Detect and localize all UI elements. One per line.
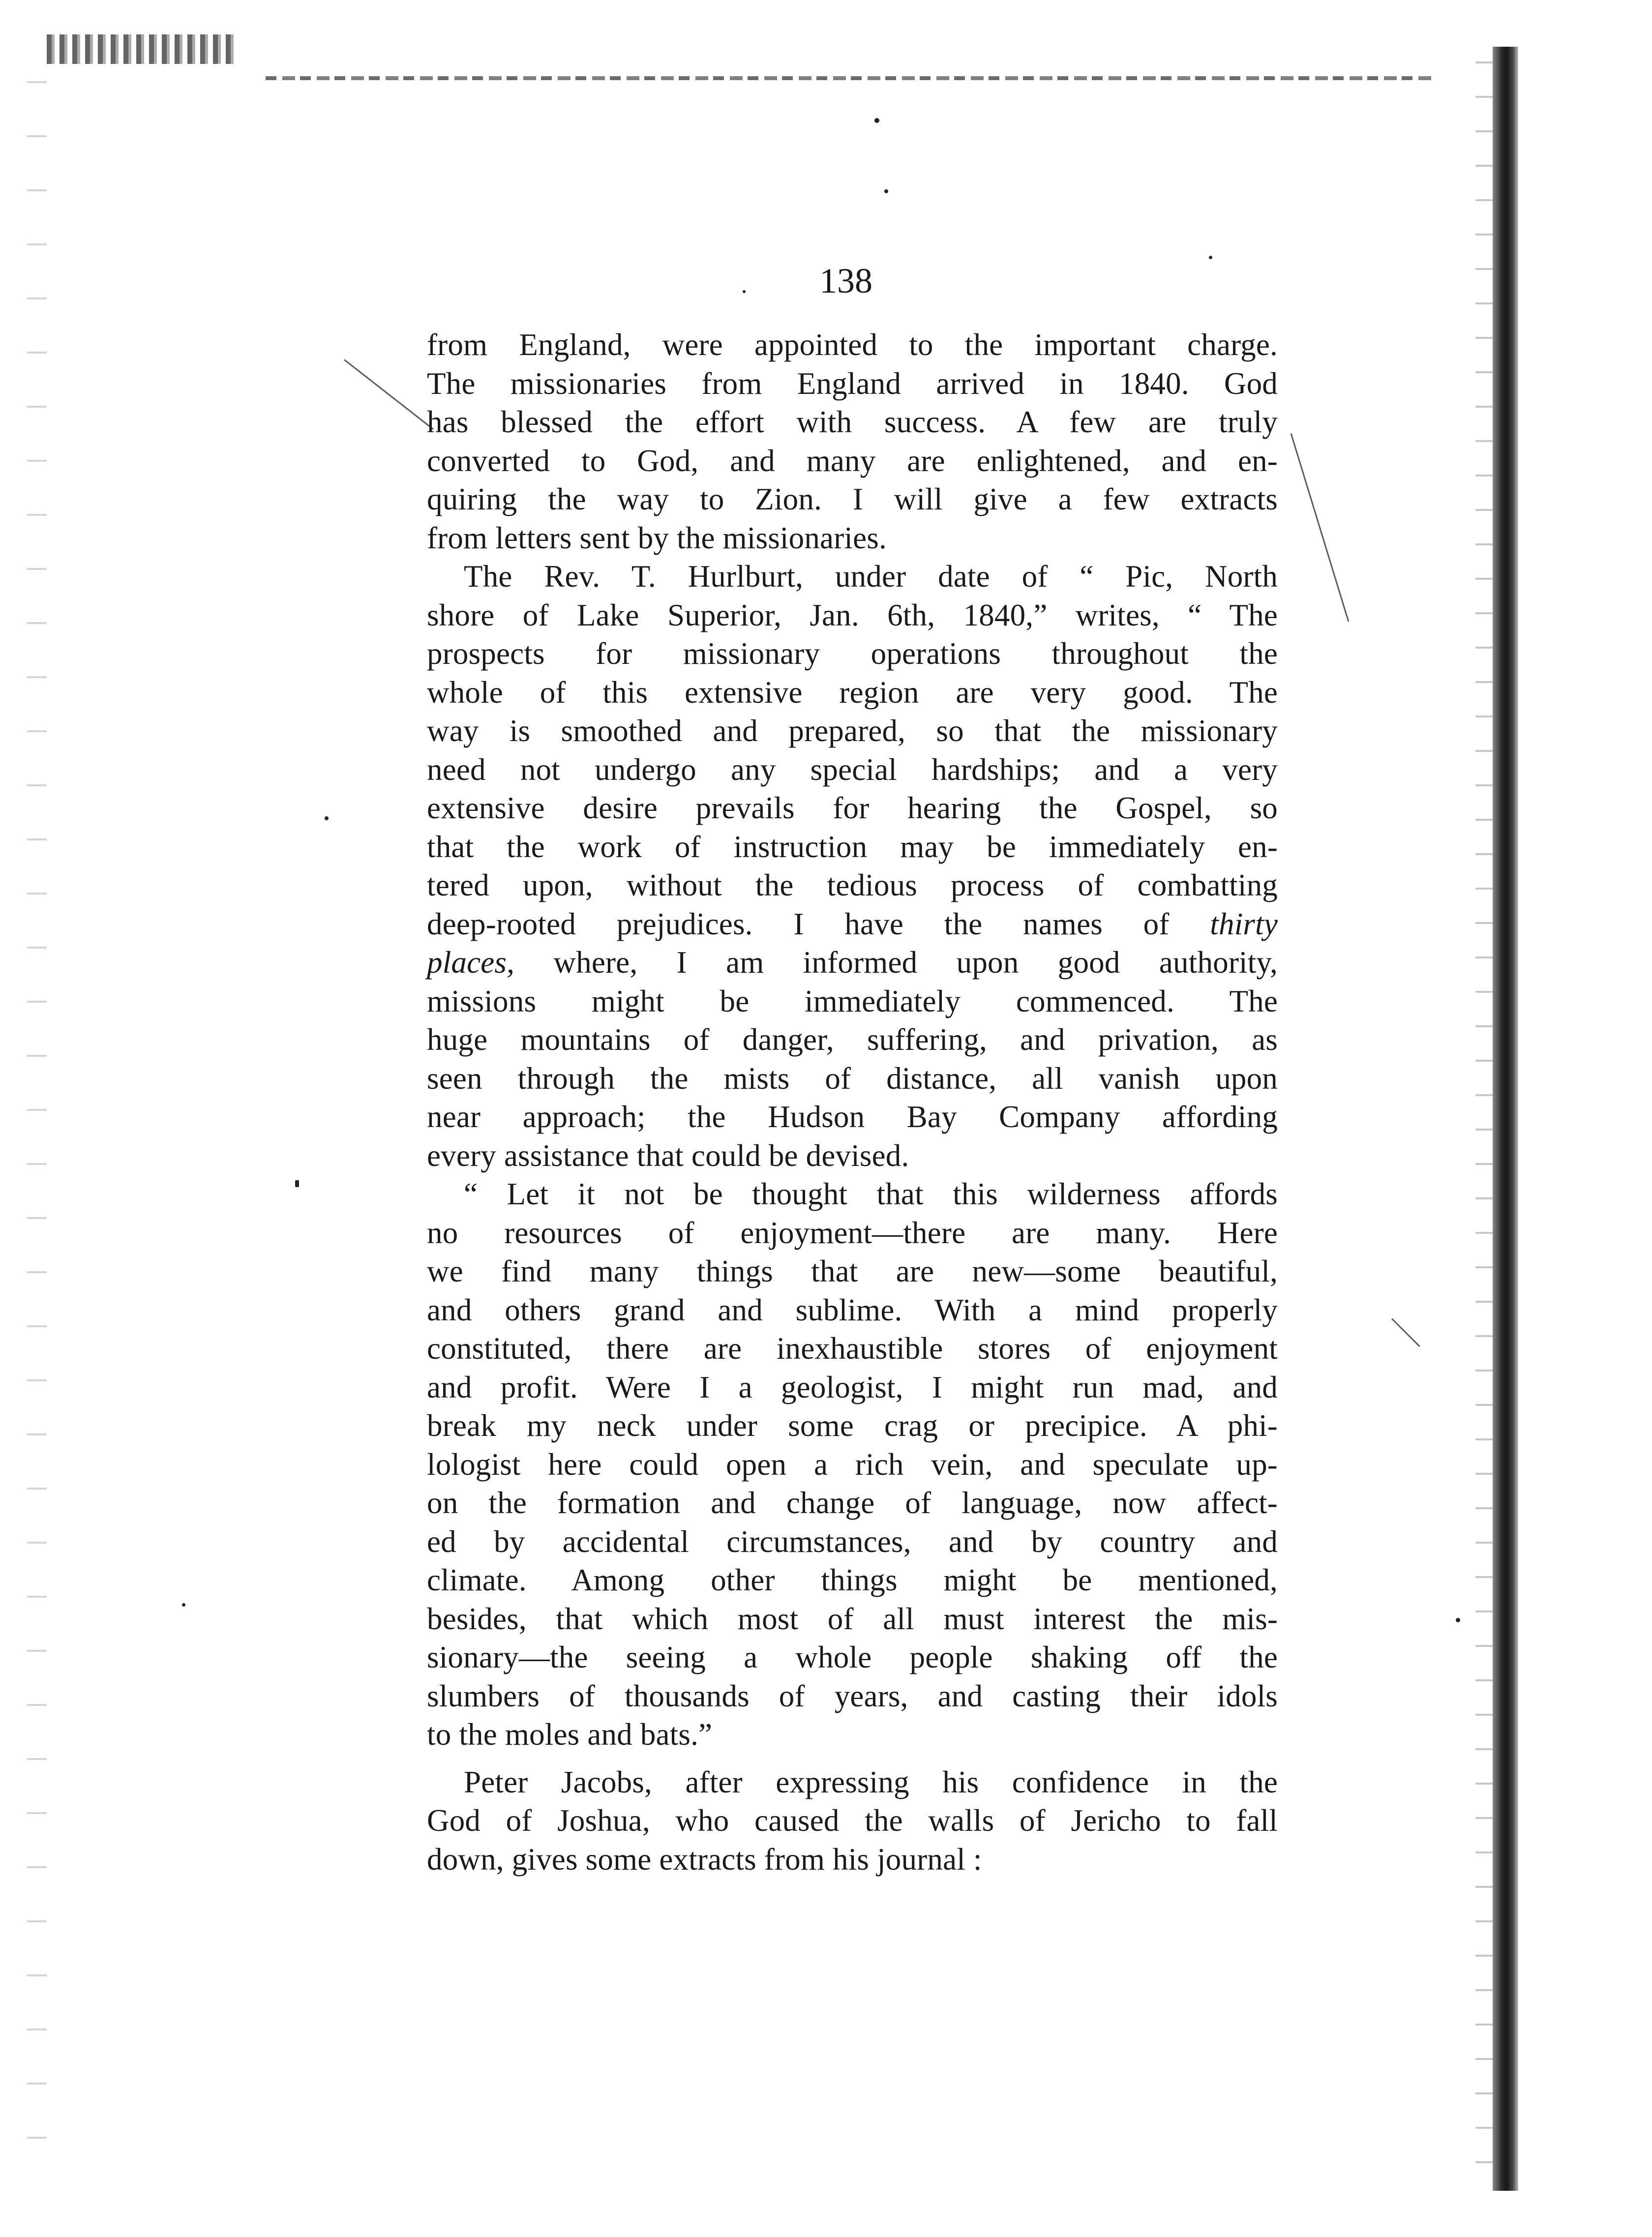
pencil-mark (1391, 1318, 1420, 1347)
text-line: has blessed the effort with success. A few are truly (427, 405, 1278, 439)
text-line: sionary—the seeing a whole people shaking off the (427, 1640, 1278, 1674)
text-line: to the moles and bats.” (427, 1717, 713, 1752)
text-line: from England, were appointed to the important charge. (427, 328, 1278, 362)
ink-dot (295, 1180, 299, 1187)
text-run: deep-rooted prejudices. I have the names of (427, 906, 1170, 941)
text-line: way is smoothed and prepared, so that the missionary (427, 714, 1278, 748)
text-line: that the work of instruction may be immediately en- (427, 829, 1278, 864)
text-line: break my neck under some crag or precipice. A phi- (427, 1408, 1278, 1443)
text-line: quiring the way to Zion. I will give a few extracts (427, 482, 1278, 516)
italic-word: places, (427, 945, 515, 980)
text-line: missions might be immediately commenced. The (427, 984, 1278, 1018)
pencil-mark (1291, 433, 1350, 622)
ink-dot (325, 816, 329, 820)
ink-dot (874, 118, 879, 123)
text-line: slumbers of thousands of years, and casting their idols (427, 1678, 1278, 1713)
text-line: converted to God, and many are enlightened, and en- (427, 443, 1278, 478)
text-line: down, gives some extracts from his journal : (427, 1842, 982, 1877)
top-rule (266, 76, 1436, 80)
text-line: prospects for missionary operations throughout the (427, 636, 1278, 671)
text-line: from letters sent by the missionaries. (427, 520, 887, 555)
text-line: The Rev. T. Hurlburt, under date of “ Pic, North (464, 559, 1278, 594)
paragraph (427, 557, 1278, 1175)
text-line: climate. Among other things might be mentioned, (427, 1563, 1278, 1597)
pencil-mark (344, 359, 434, 430)
binding-shadow (1493, 47, 1518, 2191)
paragraph (427, 326, 1278, 557)
text-line (427, 943, 1278, 982)
text-line: extensive desire prevails for hearing the Gospel, so (427, 791, 1278, 825)
italic-word: thirty (1210, 906, 1278, 941)
text-line: huge mountains of danger, suffering, and privation, as (427, 1022, 1278, 1057)
text-line: constituted, there are inexhaustible stores of enjoyment (427, 1331, 1278, 1366)
scan-smudge (47, 34, 234, 64)
paragraph (427, 1763, 1278, 1879)
text-line: lologist here could open a rich vein, and speculate up- (427, 1447, 1278, 1482)
text-line: Peter Jacobs, after expressing his confidence in the (464, 1764, 1278, 1799)
text-line: and others grand and sublime. With a mind properly (427, 1292, 1278, 1327)
ink-dot (1456, 1618, 1460, 1622)
text-line: no resources of enjoyment—there are many. Here (427, 1215, 1278, 1250)
ink-dot (1209, 256, 1212, 259)
text-line: ed by accidental circumstances, and by country and (427, 1524, 1278, 1559)
ink-dot (182, 1603, 185, 1607)
text-line: whole of this extensive region are very good. The (427, 675, 1278, 710)
ink-dot (884, 189, 888, 193)
text-line: on the formation and change of language, now affect- (427, 1486, 1278, 1520)
text-line: we find many things that are new—some beautiful, (427, 1254, 1278, 1288)
text-line: God of Joshua, who caused the walls of Jericho to fall (427, 1803, 1278, 1838)
text-line: shore of Lake Superior, Jan. 6th, 1840,” writes, “ The (427, 597, 1278, 632)
text-line: every assistance that could be devised. (427, 1138, 909, 1173)
text-line: “ Let it not be thought that this wilderness affords (464, 1177, 1278, 1211)
ink-dot (743, 290, 746, 293)
text-line (427, 905, 1278, 944)
text-line: and profit. Were I a geologist, I might run mad, and (427, 1370, 1278, 1404)
body-text (427, 326, 1278, 1879)
page-number: 138 (819, 261, 872, 300)
right-margin-speckle (1475, 47, 1493, 2191)
left-margin-speckle (27, 59, 47, 2164)
text-line: tered upon, without the tedious process of combatting (427, 868, 1278, 902)
paragraph (427, 1175, 1278, 1754)
text-line: near approach; the Hudson Bay Company affording (427, 1100, 1278, 1134)
text-line: besides, that which most of all must interest the mis- (427, 1601, 1278, 1636)
text-run: where, I am informed upon good authority, (514, 945, 1278, 980)
text-line: need not undergo any special hardships; and a very (427, 752, 1278, 787)
text-line: seen through the mists of distance, all vanish upon (427, 1061, 1278, 1096)
paragraph-gap (427, 1754, 1278, 1763)
text-line: The missionaries from England arrived in 1840. God (427, 366, 1278, 401)
